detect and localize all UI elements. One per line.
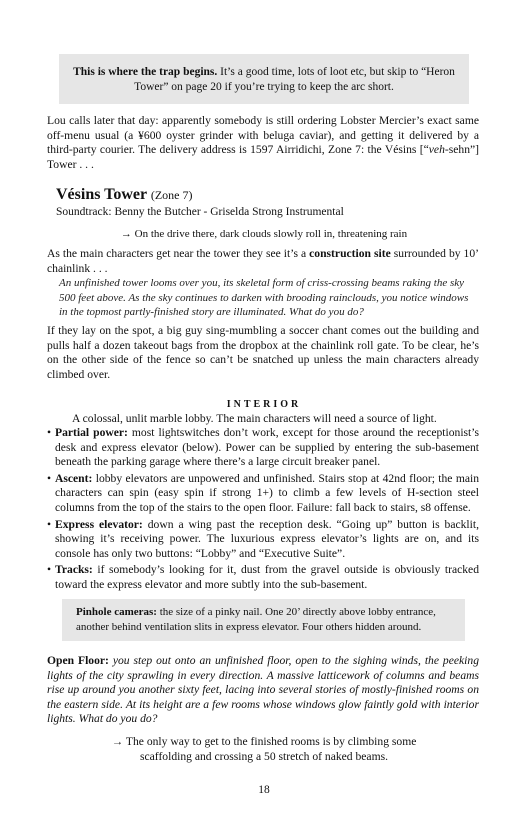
bullet-text: if somebody’s looking for it, dust from the gravel outside is obviously tracked toward the express elevator and more subtly into the sub-basement. (55, 563, 479, 591)
page-number: 18 (258, 784, 270, 796)
tower-name: Vésins Tower (56, 186, 147, 203)
final-note-line-2: scaffolding and crossing a 50 stretch of naked beams. (139, 749, 388, 763)
trap-callout-text (59, 54, 469, 95)
bullet-label: Tracks: (55, 563, 93, 577)
intro-paragraph (47, 114, 479, 172)
bullet-label: Express elevator: (55, 517, 143, 531)
trap-callout-rest: It’s a good time, lots of loot etc, but skip to “Heron Tower” on page 20 if you’re trying to keep the arc short. (134, 66, 455, 93)
bullet-label: Partial power: (55, 426, 128, 439)
approach-paragraph (47, 247, 479, 276)
cameras-callout-box (62, 599, 465, 641)
bullet-express-elevator: • Express elevator: down a wing past the reception desk. “Going up” button is backlit, showing it’s receiving power. The luxurious express elevator’s lights are on, and its console has only two buttons: “Lobby” and “Executive Suite”. (47, 517, 479, 560)
bullet-ascent: • Ascent: lobby elevators are unpowered and unfinished. Stairs stop at 42nd floor; the main characters can spin (easy spin if strong 1+) to climb a few levels of H-section steel columns from the top of the stairs to the open floor. Failure: fall back to stairs, s8 offense. (47, 471, 479, 514)
bullet-text: most lightswitches don’t work, except for those around the receptionist’s desk and express elevator (below). Power can be supplied by entering the sub-basement beneath the parking garage where there’s a large circuit breaker panel. (55, 426, 480, 469)
trap-callout-bold: This is where the trap begins. (73, 66, 218, 78)
section-title (56, 186, 193, 204)
bullet-partial-power: • Partial power: most lightswitches don’t work, except for those around the receptionist’s desk and express elevator (below). Power can be supplied by entering the sub-basement beneath the parking garage where there’s a large circuit breaker panel. (47, 426, 480, 469)
cameras-callout-text (62, 599, 465, 634)
intro-pronunciation: veh (428, 143, 445, 157)
intro-text-end: -sehn”] Tower . . . (47, 143, 479, 171)
cameras-callout-bold: Pinhole cameras: (76, 606, 157, 618)
final-note-line-1: → The only way to get to the finished rooms is by climbing some (111, 735, 417, 748)
tower-zone: (Zone 7) (150, 188, 193, 202)
interior-bullet-list (47, 426, 479, 595)
final-note (0, 735, 528, 764)
approach-bold: construction site (309, 247, 391, 260)
read-aloud-description: An unfinished tower looms over you, its skeletal form of criss-crossing beams raking the sky 500 feet above. As the sky continues to darken with brooding rainclouds, you notice windows in the topmost partly-finished story are illuminated. What do you do? (59, 277, 469, 318)
bullet-text: lobby elevators are unpowered and unfinished. Stairs stop at 42nd floor; the main characters can spin (easy spin if strong 1+) to climb a few levels of H-section steel columns from the top of the stairs to the open floor. Failure: fall back to stairs, s8 offense. (55, 471, 479, 514)
bullet-text: down a wing past the reception desk. “Going up” button is backlit, showing it’s receiving power. The luxurious express elevator’s lights are on, and its console has only two buttons: “Lobby” and “Executive Suite”. (55, 517, 479, 560)
approach-text: As the main characters get near the tower they see it’s a (47, 247, 310, 260)
stakeout-paragraph: If they lay on the spot, a big guy sing-mumbling a soccer chant comes out the building and pulls half a dozen takeout bags from the dropbox at the chainlink roll gate. To be clear, he’s on the other side of the fence so can’t be snatched up unless the main characters already climbed over. (47, 324, 479, 381)
open-floor-paragraph (47, 654, 479, 727)
open-floor-label: Open Floor: (47, 654, 109, 667)
drive-note: → On the drive there, dark clouds slowly roll in, threatening rain (120, 228, 408, 240)
intro-text: Lou calls later that day: apparently somebody is still ordering Lobster Mercier’s exact same off-menu usual (a ¥600 oyster grinder with beluga caviar), and getting it delivered by a third-party courier. The delivery address is 1597 Airridichi, Zone 7: the Vésins [“ (47, 114, 479, 157)
approach-text-end: surrounded by 10’ chainlink . . . (47, 247, 480, 275)
cameras-callout-rest: the size of a pinky nail. One 20’ directly above lobby entrance, another behind ventilation slits in express elevator. Four others hidden around. (76, 606, 436, 633)
bullet-tracks: • Tracks: if somebody’s looking for it, dust from the gravel outside is obviously tracked toward the express elevator and more subtly into the sub-basement. (47, 563, 479, 591)
soundtrack-line: Soundtrack: Benny the Butcher - Griselda Strong Instrumental (56, 206, 344, 218)
bullet-label: Ascent: (55, 471, 93, 485)
lobby-description: A colossal, unlit marble lobby. The main characters will need a source of light. (72, 412, 437, 425)
trap-callout-box (59, 54, 469, 104)
interior-heading: INTERIOR (226, 399, 302, 410)
open-floor-text: you step out onto an unfinished floor, open to the sighing winds, the peeking lights of the city sprawling in every direction. A massive latticework of columns and beams rise up around you another sixty feet, lacing into several stories of mostly-finished rooms on the eastern side. At its height are a few rooms whose windows glow faintly gold with interior lights. What do you do? (47, 654, 479, 726)
